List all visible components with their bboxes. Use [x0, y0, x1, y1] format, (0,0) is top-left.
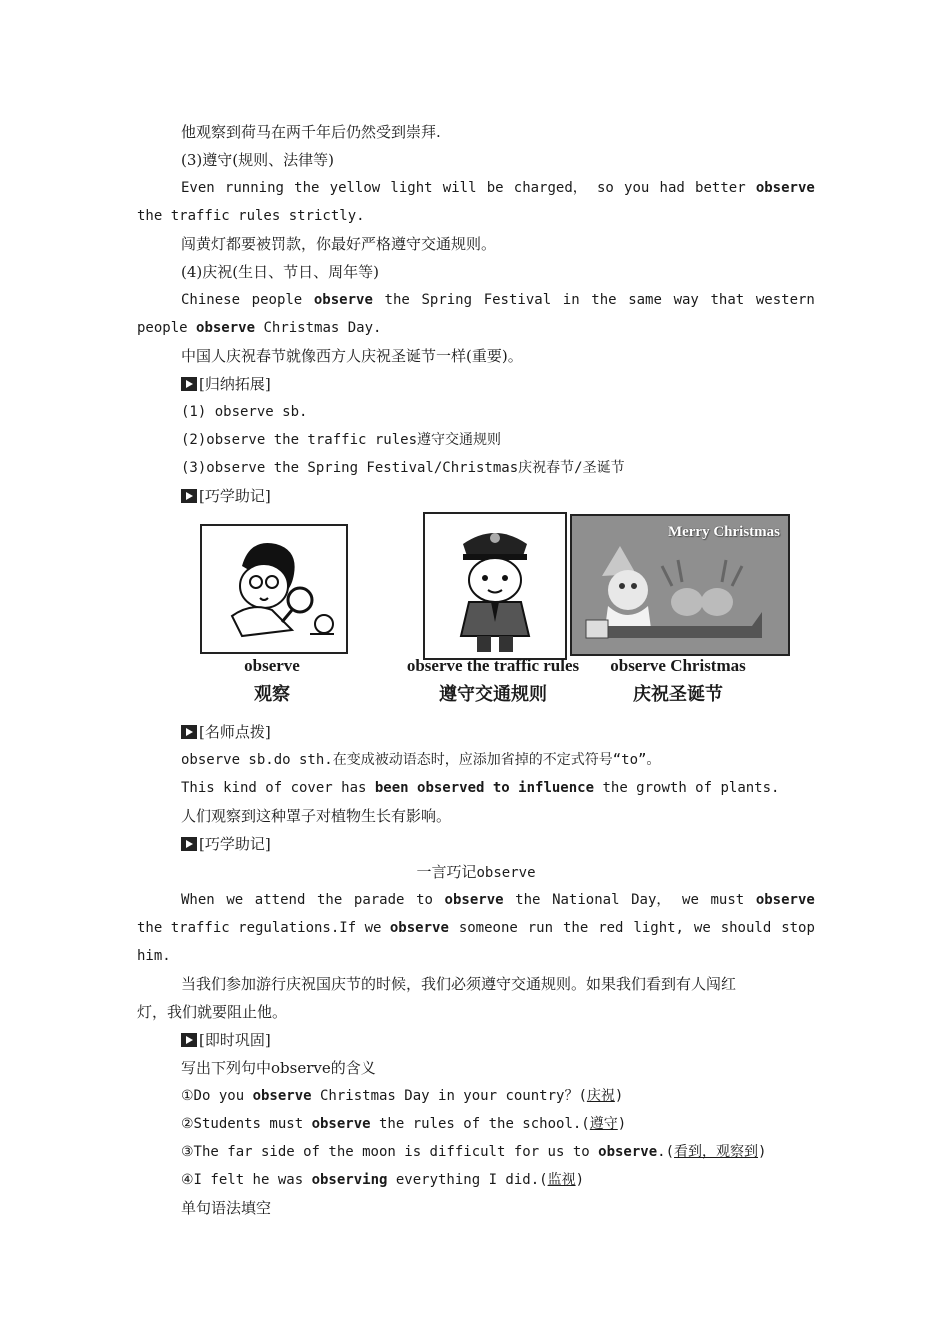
word: running — [224, 180, 284, 196]
section-label: [归纳拓展] — [199, 375, 271, 393]
picture-caption-en: observe — [244, 656, 300, 675]
text: ④I felt he was — [181, 1172, 312, 1188]
text: ) — [614, 1088, 624, 1104]
section-heading — [137, 370, 815, 398]
word: parade — [353, 892, 405, 908]
text: the rules of the school.( — [370, 1116, 590, 1132]
keyword: observe — [389, 920, 449, 936]
santa-reindeer-icon — [570, 514, 790, 656]
list-item: (1) observe sb. — [181, 404, 308, 420]
word: red — [598, 920, 624, 936]
word: the — [591, 292, 617, 308]
text: people — [137, 320, 197, 336]
word: you — [624, 180, 650, 196]
word: to — [416, 892, 433, 908]
word: we — [682, 892, 699, 908]
picture-caption-en: observe Christmas — [610, 656, 746, 675]
word: people — [251, 292, 303, 308]
word: yellow — [329, 180, 381, 196]
translation: 灯，我们就要阻止他。 — [137, 1003, 288, 1021]
translation: 中国人庆祝春节就像西方人庆祝圣诞节一样(重要)。 — [181, 347, 523, 365]
word: the — [294, 180, 320, 196]
example-sentence — [137, 174, 815, 202]
word: be — [486, 180, 504, 196]
keyword: observe — [755, 892, 815, 908]
text: ①Do you — [181, 1088, 253, 1104]
word: must — [710, 892, 745, 908]
word: the — [562, 920, 589, 936]
section-label: [巧学助记] — [199, 835, 271, 853]
keyword: observe — [444, 892, 504, 908]
definition-heading: (4)庆祝(生日、节日、周年等) — [181, 263, 379, 281]
word: western — [755, 292, 815, 308]
christmas-banner: Merry Christmas — [667, 524, 780, 540]
word: the — [515, 892, 541, 908]
picture-caption-zh: 观察 — [254, 684, 290, 705]
practice-item — [137, 1110, 815, 1138]
word: run — [527, 920, 554, 936]
word: National — [552, 892, 620, 908]
word: better — [695, 180, 746, 196]
section-heading — [137, 718, 815, 746]
keyword: observe — [598, 1144, 658, 1160]
word: When — [181, 892, 215, 908]
word: Festival — [483, 292, 552, 308]
text: ) — [617, 1116, 627, 1132]
mnemonic-paragraph — [137, 914, 815, 942]
word: Chinese — [181, 292, 241, 308]
word: stop — [781, 920, 815, 936]
word: we — [693, 920, 711, 936]
keyword: observe — [476, 865, 536, 881]
practice-item — [137, 1082, 815, 1110]
word: had — [659, 180, 685, 196]
tip-rule: observe sb.do sth.在变成被动语态时，应添加省掉的不定式符号“to”。 — [181, 752, 661, 768]
list-item: (3)observe the Spring Festival/Christmas庆祝春节/圣诞节 — [181, 460, 625, 476]
text — [137, 914, 449, 942]
word: that — [710, 292, 745, 308]
word: so — [596, 180, 614, 196]
play-marker-icon — [181, 489, 197, 503]
word: light — [390, 180, 433, 196]
text: .( — [657, 1144, 675, 1160]
practice-item — [137, 1138, 815, 1166]
play-marker-icon — [181, 725, 197, 739]
keyword: observe — [252, 1088, 312, 1104]
picture-caption-zh: 遵守交通规则 — [439, 684, 547, 705]
word: way — [673, 292, 699, 308]
translation: 人们观察到这种罩子对植物生长有影响。 — [181, 807, 452, 825]
word: we — [226, 892, 244, 908]
play-marker-icon — [181, 377, 197, 391]
list-item: (2)observe the traffic rules遵守交通规则 — [181, 432, 502, 448]
translation: 当我们参加游行庆祝国庆节的时候，我们必须遵守交通规则。如果我们看到有人闯红 — [181, 975, 737, 993]
text: Christmas Day in your country？( — [311, 1088, 587, 1104]
police-officer-icon — [423, 512, 567, 660]
text: ) — [575, 1172, 585, 1188]
section-label: [巧学助记] — [199, 487, 271, 505]
keyword: observe — [196, 320, 256, 336]
answer: 看到，观察到 — [674, 1144, 759, 1160]
keyword: observe — [313, 292, 373, 308]
word: attend — [254, 892, 306, 908]
answer: 监视 — [547, 1172, 576, 1188]
word: will — [442, 180, 477, 196]
translation: 闯黄灯都要被罚款，你最好严格遵守交通规则。 — [181, 235, 497, 253]
keyword: observing — [311, 1172, 388, 1188]
answer: 庆祝 — [586, 1088, 615, 1104]
section-label: [名师点拨] — [199, 723, 271, 741]
word: Even — [181, 180, 215, 196]
play-marker-icon — [181, 1033, 197, 1047]
illustration-row — [137, 510, 815, 718]
next-section-heading: 单句语法填空 — [181, 1199, 272, 1217]
example-sentence — [137, 286, 815, 314]
word: Spring — [421, 292, 473, 308]
section-heading — [137, 482, 815, 510]
word: should — [720, 920, 772, 936]
text: everything I did.( — [387, 1172, 548, 1188]
picture-caption-en: observe the traffic rules — [406, 656, 580, 675]
text: Christmas Day. — [255, 320, 382, 336]
definition-heading: (3)遵守(规则、法律等) — [181, 151, 334, 169]
word: the — [384, 292, 410, 308]
document-page — [137, 118, 815, 1222]
word: light, — [633, 920, 684, 936]
example-sentence-cont: the traffic rules strictly. — [137, 208, 365, 224]
picture-caption-zh: 庆祝圣诞节 — [633, 684, 723, 705]
word: Day， — [631, 892, 671, 908]
section-label: [即时巩固] — [199, 1031, 271, 1049]
practice-intro: 写出下列句中observe的含义 — [181, 1059, 376, 1077]
word: the — [316, 892, 343, 908]
example-sentence — [137, 774, 815, 802]
text: ②Students must — [181, 1116, 312, 1132]
text: ③The far side of the moon is difficult for us to — [181, 1144, 599, 1160]
play-marker-icon — [181, 837, 197, 851]
word: in — [562, 292, 580, 308]
mnemonic-title — [137, 858, 815, 886]
practice-item — [137, 1166, 815, 1194]
text: ) — [758, 1144, 767, 1160]
text: 一言巧记 — [416, 863, 477, 881]
text: the growth of plants. — [594, 780, 780, 796]
mnemonic-paragraph — [137, 886, 815, 914]
word: charged， — [513, 180, 587, 196]
text: This kind of cover has — [181, 780, 375, 796]
word: same — [628, 292, 662, 308]
section-heading — [137, 830, 815, 858]
example-sentence-cont — [137, 314, 815, 342]
text-line: 他观察到荷马在两千年后仍然受到崇拜. — [181, 123, 441, 141]
magnifier-boy-icon — [200, 524, 348, 654]
mnemonic-paragraph: him. — [137, 948, 171, 964]
word: someone — [458, 920, 518, 936]
keyword: observe — [755, 180, 815, 196]
keyword: observe — [311, 1116, 371, 1132]
text: the traffic regulations.If we — [137, 920, 390, 936]
section-heading — [137, 1026, 815, 1054]
keyword: been observed to influence — [374, 780, 595, 796]
answer: 遵守 — [589, 1116, 618, 1132]
